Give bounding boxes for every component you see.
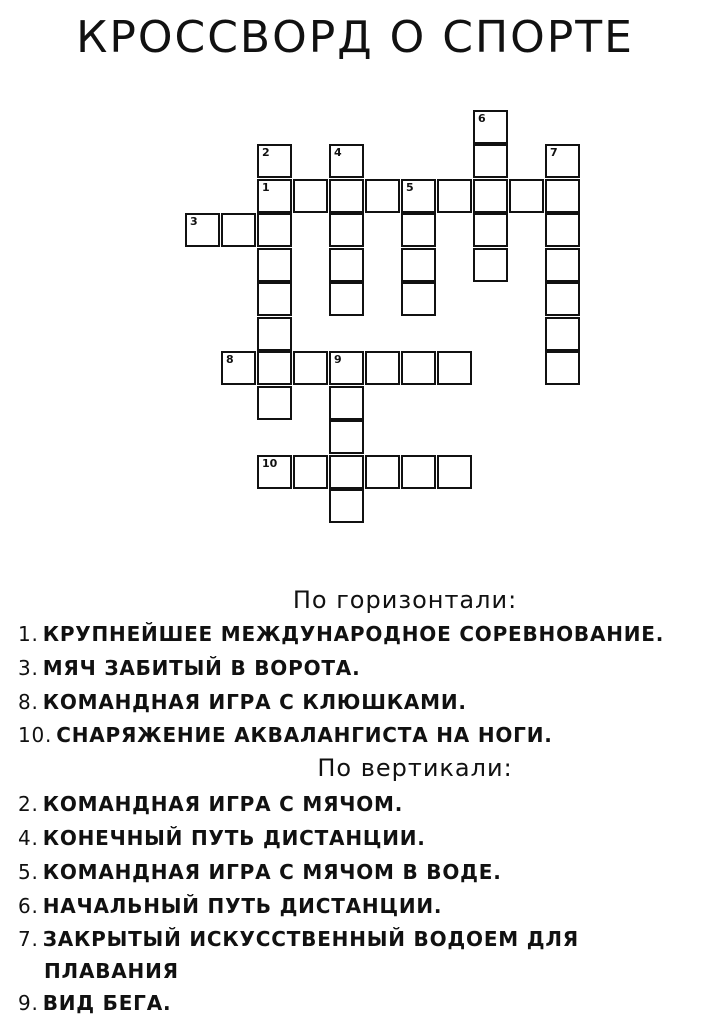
cell-number: 6 [478,111,486,125]
crossword-cell[interactable] [257,455,292,489]
cell-number: 10 [262,456,278,470]
crossword-cell[interactable] [221,213,256,247]
crossword-cell[interactable] [509,179,544,213]
crossword-cell[interactable] [257,351,292,385]
cell-number: 4 [334,146,342,159]
clue-text: МЯЧ ЗАБИТЫЙ В ВОРОТА. [42,656,361,680]
crossword-cell[interactable] [437,455,472,489]
page-title: КРОССВОРД О СПОРТЕ [76,12,634,63]
clue-number: 9. [18,991,39,1015]
clue-text: КОМАНДНАЯ ИГРА С КЛЮШКАМИ. [42,690,467,714]
cell-number: 5 [406,180,414,194]
clue-text: КРУПНЕЙШЕЕ МЕЖДУНАРОДНОЕ СОРЕВНОВАНИЕ. [42,622,665,646]
clue-across-8 [18,690,467,714]
crossword-cell[interactable] [473,144,508,178]
clue-down-2 [18,792,403,816]
clue-text: КОНЕЧНЫЙ ПУТЬ ДИСТАНЦИИ. [42,826,426,850]
crossword-cell[interactable] [329,282,364,316]
clue-text: ВИД БЕГА. [42,991,172,1015]
crossword-cell[interactable] [545,213,580,247]
crossword-cell[interactable] [545,351,580,385]
crossword-cell[interactable] [257,144,292,178]
crossword-cell[interactable] [473,248,508,282]
crossword-cell[interactable] [257,317,292,351]
clue-number: 10. [18,723,53,747]
cell-number: 8 [226,353,234,366]
crossword-cell[interactable] [365,179,400,213]
clue-down-7-continuation [44,959,179,983]
crossword-cell[interactable] [437,179,472,213]
down-heading: По вертикали: [317,754,513,782]
crossword-cell[interactable] [437,351,472,385]
crossword-cell[interactable] [329,213,364,247]
crossword-cell[interactable] [329,144,364,178]
clue-text: НАЧАЛЬНЫЙ ПУТЬ ДИСТАНЦИИ. [42,894,443,918]
crossword-cell[interactable] [257,213,292,247]
crossword-cell[interactable] [293,455,328,489]
clue-number: 2. [18,792,39,816]
crossword-cell[interactable] [329,420,364,454]
crossword-cell[interactable] [473,110,508,144]
clue-text: ПЛАВАНИЯ [44,959,179,983]
crossword-cell[interactable] [545,248,580,282]
clue-down-6 [18,894,442,918]
clue-across-1 [18,622,664,646]
crossword-cell[interactable] [365,455,400,489]
clue-number: 8. [18,690,39,714]
crossword-cell[interactable] [329,489,364,523]
clue-down-9 [18,991,171,1015]
crossword-cell[interactable] [545,317,580,351]
cell-number: 3 [190,215,198,228]
crossword-cell[interactable] [293,179,328,213]
crossword-cell[interactable] [257,282,292,316]
clue-text: КОМАНДНАЯ ИГРА С МЯЧОМ. [42,792,404,816]
crossword-cell[interactable] [257,179,292,213]
crossword-cell[interactable] [257,386,292,420]
crossword-cell[interactable] [401,179,436,213]
clue-number: 6. [18,894,39,918]
across-heading: По горизонтали: [292,586,518,614]
crossword-cell[interactable] [401,455,436,489]
clue-text: КОМАНДНАЯ ИГРА С МЯЧОМ В ВОДЕ. [42,860,502,884]
crossword-cell[interactable] [329,248,364,282]
clue-across-10 [18,723,553,747]
crossword-cell[interactable] [401,282,436,316]
crossword-cell[interactable] [365,351,400,385]
cell-number: 1 [262,180,270,194]
clue-number: 7. [18,927,39,951]
crossword-cell[interactable] [401,351,436,385]
crossword-cell[interactable] [473,179,508,213]
crossword-cell[interactable] [545,282,580,316]
clue-number: 5. [18,860,39,884]
crossword-cell[interactable] [293,351,328,385]
clue-number: 3. [18,656,39,680]
clue-across-3 [18,656,360,680]
clue-down-4 [18,826,426,850]
crossword-cell[interactable] [329,351,364,385]
crossword-cell[interactable] [257,248,292,282]
clue-text: ЗАКРЫТЫЙ ИСКУССТВЕННЫЙ ВОДОЕМ ДЛЯ [42,927,579,951]
clue-number: 4. [18,826,39,850]
crossword-cell[interactable] [329,179,364,213]
clue-down-7 [18,927,579,951]
clue-down-5 [18,860,502,884]
cell-number: 7 [550,146,558,159]
crossword-cell[interactable] [221,351,256,385]
crossword-cell[interactable] [401,213,436,247]
crossword-cell[interactable] [329,455,364,489]
crossword-cell[interactable] [473,213,508,247]
cell-number: 9 [334,353,342,366]
cell-number: 2 [262,146,270,159]
crossword-cell[interactable] [329,386,364,420]
crossword-cell[interactable] [545,144,580,178]
clue-text: СНАРЯЖЕНИЕ АКВАЛАНГИСТА НА НОГИ. [56,723,553,747]
crossword-cell[interactable] [185,213,220,247]
clue-number: 1. [18,622,39,646]
crossword-cell[interactable] [545,179,580,213]
crossword-cell[interactable] [401,248,436,282]
